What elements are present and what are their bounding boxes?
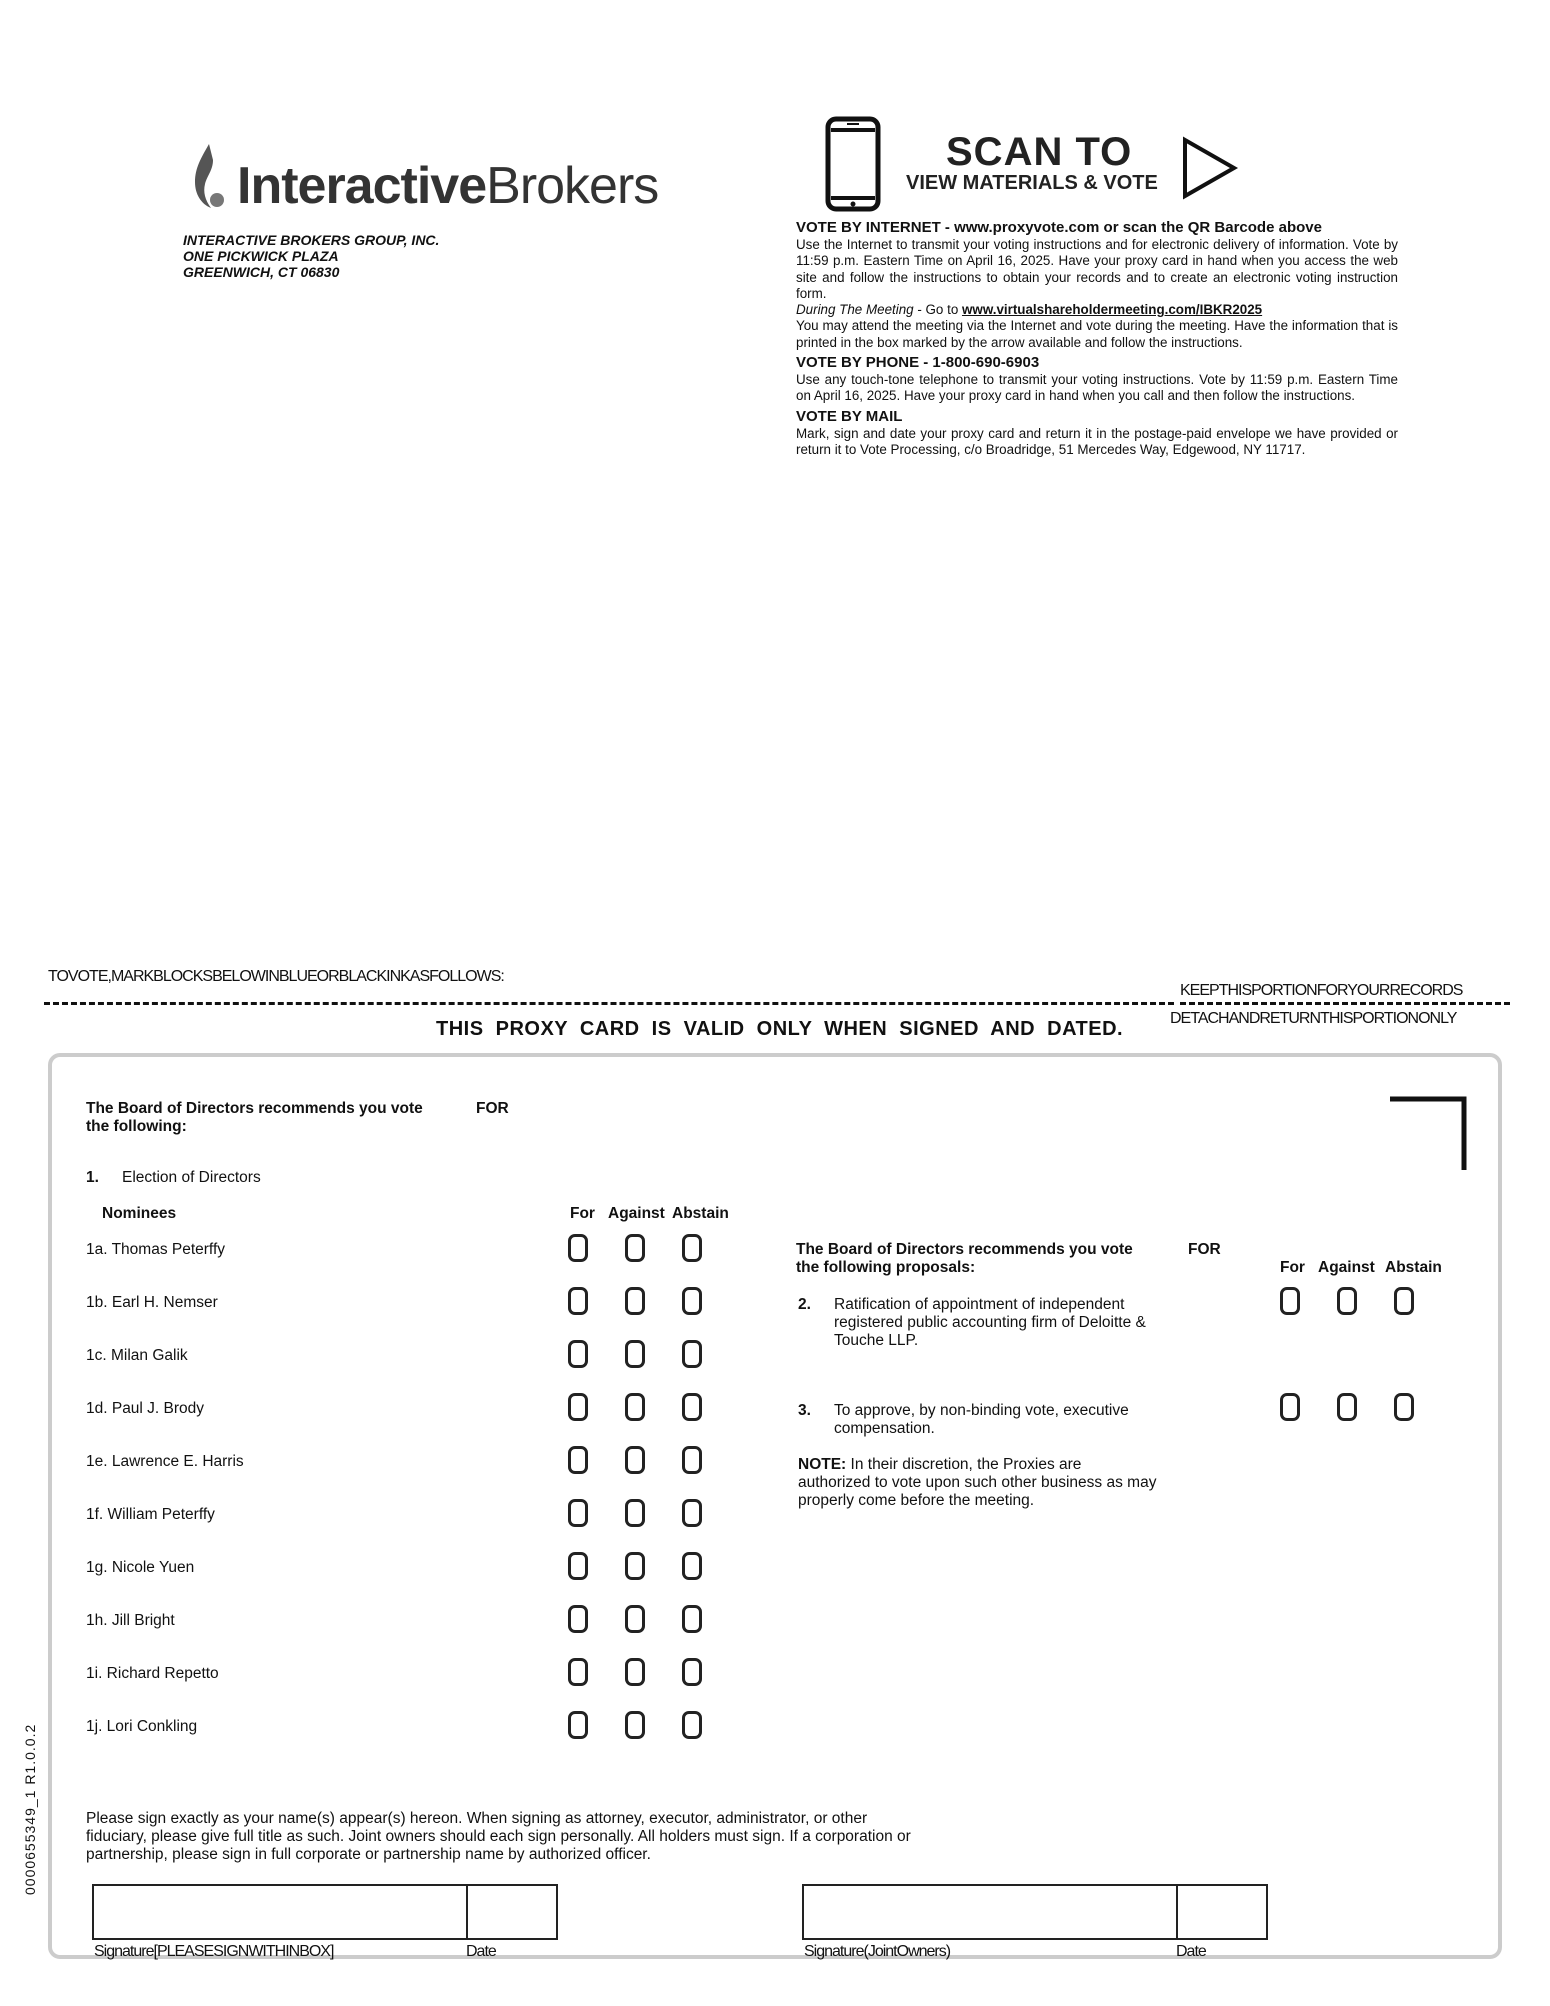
nominee-1i-for-checkbox[interactable] xyxy=(568,1658,588,1686)
proposal-3-against-checkbox[interactable] xyxy=(1337,1393,1357,1421)
detach-dashed-line-right xyxy=(1180,1002,1510,1005)
nominee-1d: 1d. Paul J. Brody xyxy=(86,1400,205,1417)
nominee-1a-for-checkbox[interactable] xyxy=(568,1234,588,1262)
nominee-1d-abstain-checkbox[interactable] xyxy=(682,1393,702,1421)
date-label: Date xyxy=(466,1943,496,1960)
to-vote-instruction: TOVOTE,MARKBLOCKSBELOWINBLUEORBLACKINKASFOLLOWS: xyxy=(48,968,504,985)
nominee-1g-against-checkbox[interactable] xyxy=(625,1552,645,1580)
nominee-1f-for-checkbox[interactable] xyxy=(568,1499,588,1527)
nominee-1a: 1a. Thomas Peterffy xyxy=(86,1241,226,1258)
vote-phone-heading: VOTE BY PHONE - 1-800-690-6903 xyxy=(796,354,1040,372)
nominee-1b-against-checkbox[interactable] xyxy=(625,1287,645,1315)
col-for-label-right: For xyxy=(1280,1259,1305,1276)
nominee-1h: 1h. Jill Bright xyxy=(86,1612,175,1629)
vote-internet-text: Use the Internet to transmit your voting instructions and for electronic delivery of information. Vote by 11:59 p.m. Eastern Time on April 16, 2025. Have your proxy card in hand when you access the web site and follow the instructions to obtain your records and to create an electronic voting instruction form. xyxy=(796,237,1398,301)
nominee-1j-against-checkbox[interactable] xyxy=(625,1711,645,1739)
scan-subtitle: VIEW MATERIALS & VOTE xyxy=(906,172,1158,194)
nominee-1g-for-checkbox[interactable] xyxy=(568,1552,588,1580)
nominee-1d-against-checkbox[interactable] xyxy=(625,1393,645,1421)
proposal-3-text: To approve, by non-binding vote, executive compensation. xyxy=(834,1402,1129,1437)
board-recommendation-1: The Board of Directors recommends you vote the following: xyxy=(86,1100,423,1135)
proposal-3-for-checkbox[interactable] xyxy=(1280,1393,1300,1421)
side-document-code: 0000655349_1 R1.0.0.2 xyxy=(22,1723,38,1895)
play-arrow-icon xyxy=(1180,136,1240,200)
nominee-1f-against-checkbox[interactable] xyxy=(625,1499,645,1527)
nominee-1i: 1i. Richard Repetto xyxy=(86,1665,219,1682)
board-recommendation-2: The Board of Directors recommends you vote the following proposals: xyxy=(796,1241,1133,1276)
vote-mail-heading: VOTE BY MAIL xyxy=(796,407,903,425)
scan-title: SCAN TO xyxy=(946,130,1133,174)
nominee-1h-abstain-checkbox[interactable] xyxy=(682,1605,702,1633)
nominee-1e-against-checkbox[interactable] xyxy=(625,1446,645,1474)
meeting-link[interactable]: www.virtualshareholdermeeting.com/IBKR2025 xyxy=(961,302,1263,318)
keep-portion-label: KEEPTHISPORTIONFORYOURRECORDS xyxy=(1180,982,1463,999)
nominee-1j-abstain-checkbox[interactable] xyxy=(682,1711,702,1739)
voting-instructions xyxy=(796,218,1398,458)
proposal-2-for-checkbox[interactable] xyxy=(1280,1287,1300,1315)
nominee-1b: 1b. Earl H. Nemser xyxy=(86,1294,218,1311)
nominee-1j-for-checkbox[interactable] xyxy=(568,1711,588,1739)
joint-signature-box[interactable] xyxy=(802,1884,1178,1940)
proposal-3-abstain-checkbox[interactable] xyxy=(1394,1393,1414,1421)
proxy-valid-notice: THIS PROXY CARD IS VALID ONLY WHEN SIGNED AND DATED. xyxy=(436,1018,1124,1040)
signature-label: Signature[PLEASESIGNWITHINBOX] xyxy=(94,1943,334,1960)
proxy-note: NOTE: In their discretion, the Proxies are authorized to vote upon such other business as may properly come before the meeting. xyxy=(798,1456,1157,1509)
nominee-1g-abstain-checkbox[interactable] xyxy=(682,1552,702,1580)
nominee-1d-for-checkbox[interactable] xyxy=(568,1393,588,1421)
nominee-1b-abstain-checkbox[interactable] xyxy=(682,1287,702,1315)
proposal-3-number: 3. xyxy=(798,1402,811,1419)
vote-mail-text: Mark, sign and date your proxy card and return it in the postage-paid envelope we have provided or return it to Vote Processing, c/o Broadridge, 51 Mercedes Way, Edgewood, NY 11717. xyxy=(796,425,1398,457)
col-for-label: For xyxy=(570,1205,595,1222)
nominee-1g: 1g. Nicole Yuen xyxy=(86,1559,195,1576)
col-against-label-right: Against xyxy=(1318,1259,1375,1276)
vote-phone-text: Use any touch-tone telephone to transmit your voting instructions. Vote by 11:59 p.m. Eastern Time on April 16, 2025. Have your proxy card in hand when you call and then follow the instructions. xyxy=(796,372,1398,404)
nominee-1i-abstain-checkbox[interactable] xyxy=(682,1658,702,1686)
nominee-1c-abstain-checkbox[interactable] xyxy=(682,1340,702,1368)
date-box[interactable] xyxy=(466,1884,558,1940)
board-recommendation-vote-2: FOR xyxy=(1188,1241,1221,1258)
proposal-2-text: Ratification of appointment of independent registered public accounting firm of Deloitte & Touche LLP. xyxy=(834,1296,1146,1349)
nominee-1h-for-checkbox[interactable] xyxy=(568,1605,588,1633)
company-logo xyxy=(187,142,659,215)
smartphone-icon xyxy=(825,116,881,212)
nominee-1h-against-checkbox[interactable] xyxy=(625,1605,645,1633)
nominee-1e-abstain-checkbox[interactable] xyxy=(682,1446,702,1474)
col-abstain-label-right: Abstain xyxy=(1385,1259,1442,1276)
nominees-label: Nominees xyxy=(102,1205,177,1222)
meeting-line: During The Meeting - Go to www.virtualshareholdermeeting.com/IBKR2025 xyxy=(796,302,1263,318)
signature-box[interactable] xyxy=(92,1884,468,1940)
proposal-2-number: 2. xyxy=(798,1296,811,1313)
proposal-2-against-checkbox[interactable] xyxy=(1337,1287,1357,1315)
col-against-label: Against xyxy=(608,1205,665,1222)
nominee-1c: 1c. Milan Galik xyxy=(86,1347,188,1364)
nominee-1c-for-checkbox[interactable] xyxy=(568,1340,588,1368)
nominee-1c-against-checkbox[interactable] xyxy=(625,1340,645,1368)
col-abstain-label: Abstain xyxy=(672,1205,729,1222)
company-address: INTERACTIVE BROKERS GROUP, INC. ONE PICKWICK PLAZA GREENWICH, CT 06830 xyxy=(183,232,440,280)
proposal-2-abstain-checkbox[interactable] xyxy=(1394,1287,1414,1315)
signature-instructions: Please sign exactly as your name(s) appear(s) hereon. When signing as attorney, executor, administrator, or other fiduciary, please give full title as such. Joint owners should each sign personally. All holders must sign. If a corporation or partnership, please sign in full corporate or partnership name by authorized officer. xyxy=(86,1810,911,1863)
detach-dashed-line xyxy=(44,1002,1174,1005)
nominee-1j: 1j. Lori Conkling xyxy=(86,1718,198,1735)
nominee-1i-against-checkbox[interactable] xyxy=(625,1658,645,1686)
joint-date-box[interactable] xyxy=(1176,1884,1268,1940)
vote-internet-heading: VOTE BY INTERNET - www.proxyvote.com or scan the QR Barcode above xyxy=(796,219,1322,236)
proposal-1-number: 1. xyxy=(86,1169,99,1186)
nominee-1b-for-checkbox[interactable] xyxy=(568,1287,588,1315)
nominee-1e: 1e. Lawrence E. Harris xyxy=(86,1453,244,1470)
nominee-1e-for-checkbox[interactable] xyxy=(568,1446,588,1474)
nominee-1f: 1f. William Peterffy xyxy=(86,1506,215,1523)
logo-wordmark: InteractiveBrokers xyxy=(237,157,659,215)
board-recommendation-vote-1: FOR xyxy=(476,1100,509,1117)
meeting-text: You may attend the meeting via the Internet and vote during the meeting. Have the information that is printed in the box marked by the arrow available and follow the instructions. xyxy=(796,318,1398,350)
joint-signature-label: Signature(JointOwners) xyxy=(804,1943,951,1960)
proposal-1-title: Election of Directors xyxy=(122,1169,261,1186)
joint-date-label: Date xyxy=(1176,1943,1206,1960)
detach-portion-label: DETACHANDRETURNTHISPORTIONONLY xyxy=(1170,1010,1457,1027)
nominee-1a-against-checkbox[interactable] xyxy=(625,1234,645,1262)
nominee-1a-abstain-checkbox[interactable] xyxy=(682,1234,702,1262)
nominee-1f-abstain-checkbox[interactable] xyxy=(682,1499,702,1527)
logo-flame-icon xyxy=(187,142,231,212)
